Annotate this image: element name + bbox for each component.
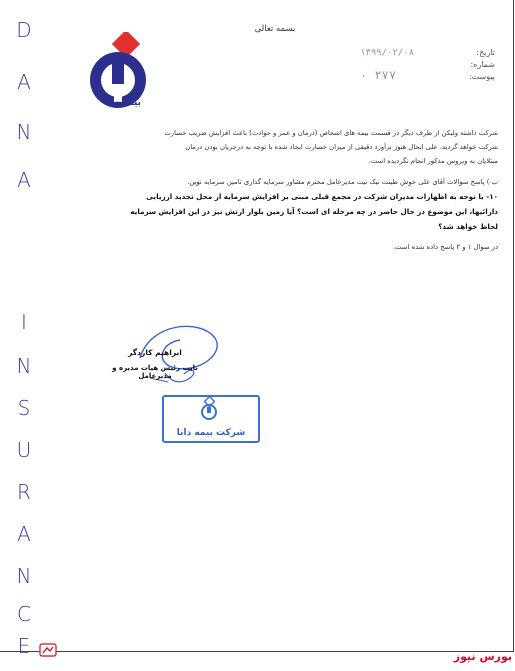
answer-line: در سوال ۱ و ۳ پاسخ داده شده است. <box>392 242 498 251</box>
body-line: شرکت خواهد گردید، علی ایحال هنوز برآورد دقیقی از میزان خسارت ایجاد شده با توجه به درجریان بودن درمان <box>185 143 498 152</box>
attachment-row <box>360 68 495 84</box>
side-letter: I <box>21 310 27 334</box>
source-watermark: بورس نیوز <box>453 650 512 663</box>
attachment-value: ۰ ۲۷۷ <box>360 68 397 82</box>
body-line: شرکت داشته ولیکن از طرف دیگر در قسمت بیمه های اشخاص (درمان و عمر و حوادث) باعث افزایش ضریب خسارت <box>164 129 498 137</box>
letter-meta <box>360 48 495 84</box>
letter-body <box>70 126 498 254</box>
date-label: تاریخ: <box>476 48 495 57</box>
side-letter: N <box>16 354 32 378</box>
stamp-text: شرکت بیمه دانا <box>176 428 246 438</box>
logo-caption: بیمه دانا <box>104 98 142 108</box>
question-line: لحاظ خواهد شد؟ <box>438 221 498 231</box>
side-letter: R <box>17 480 31 504</box>
side-letter: A <box>17 70 31 94</box>
side-letter: E <box>17 634 31 658</box>
side-letter: C <box>17 602 31 626</box>
side-letter: D <box>16 18 32 42</box>
signatory-title: نایب رئیس هیات مدیره و مدیرعامل <box>112 364 198 380</box>
side-letter: N <box>16 564 32 588</box>
attachment-label: پیوست: <box>468 72 495 81</box>
company-stamp <box>162 395 260 443</box>
question-line: ۱۰- با توجه به اظهارات مدیران شرکت در مجمع قبلی مبنی بر افزایش سرمایه از محل تجدید ارزیابی <box>146 191 498 201</box>
stamp-logo-icon <box>164 397 258 421</box>
side-letter: S <box>17 396 31 420</box>
side-letter: N <box>16 120 32 144</box>
number-label: شماره: <box>470 60 495 69</box>
question-line: دارائیها، این موضوع در حال حاضر در چه مرحله ای است؟ آیا زمین بلوار ارتش نیز در این افزایش سرمایه <box>130 206 498 216</box>
side-letter: A <box>17 522 31 546</box>
date-value: ۱۳۹۹/۰۲/۰۸ <box>360 48 415 58</box>
news-badge-icon <box>38 640 58 660</box>
vertical-brand-text <box>10 18 38 658</box>
body-line: مبتلایان به ویروس مذکور انجام نگردیده است. <box>368 157 498 166</box>
side-letter: A <box>17 168 31 192</box>
signatory-name: ابراهیم کاردگر <box>128 348 182 357</box>
side-letter: U <box>16 438 32 462</box>
dana-insurance-logo <box>82 32 162 122</box>
bismillah-heading: بسمه تعالی <box>254 24 296 34</box>
body-line: ب ) پاسخ سوالات آقای علی خوش طینت نیک نیت مدیرعامل محترم مشاور سرمایه گذاری تامین سرمایه نوین. <box>187 177 498 186</box>
date-row <box>360 48 495 60</box>
